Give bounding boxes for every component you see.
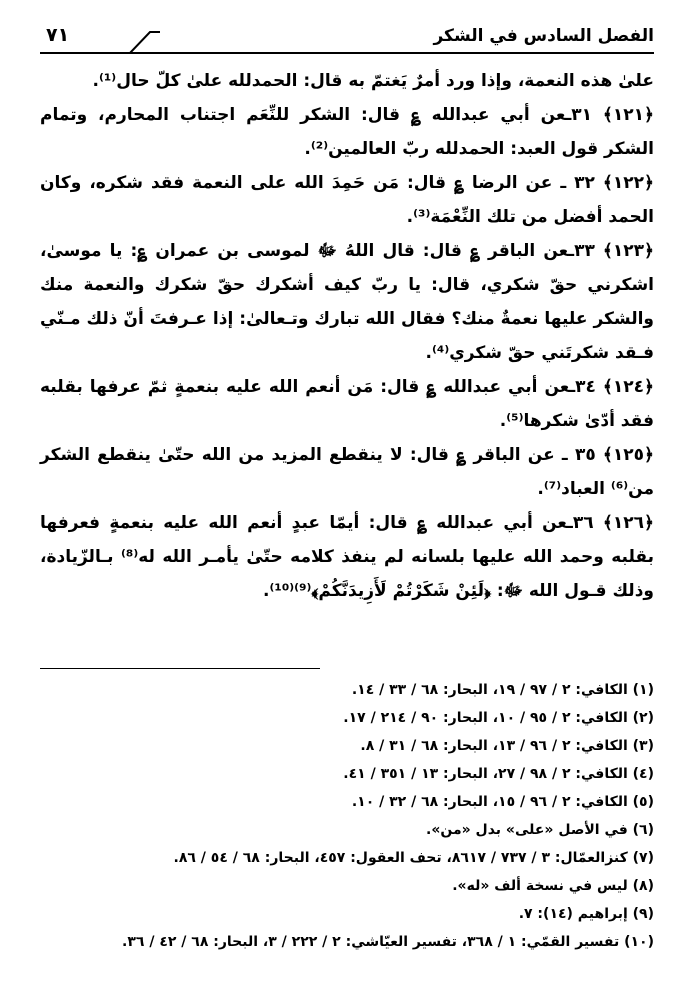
footnote: (٢) الكافي: ٢ / ٩٥ / ١٠، البحار: ٩٠ / ٢١٤ / ١٧. (343, 710, 654, 726)
footnote: (١) الكافي: ٢ / ٩٧ / ١٩، البحار: ٦٨ / ٣٣ / ١٤. (351, 682, 654, 698)
footnote: (١٠) تفسير القمّي: ١ / ٣٦٨، تفسير العيّاشي: ٢ / ٢٢٢ / ٣، البحار: ٦٨ / ٤٢ / ٣٦. (122, 934, 654, 950)
main-text (40, 64, 654, 608)
paragraph: علىٰ هذه النعمة، وإذا ورد أمرٌ يَغتمّ به قال: الحمدلله علىٰ كلّ حال⁽¹⁾. (92, 71, 654, 91)
footnote: (٦) في الأصل «على» بدل «من». (426, 822, 654, 838)
footnote-separator (40, 668, 320, 669)
footnote: (٩) إبراهيم (١٤): ٧. (518, 906, 654, 922)
page-number: ٧١ (46, 24, 70, 46)
footnote: (٨) ليس في نسخة ألف «له». (452, 878, 654, 894)
hadith-125: ﴿١٢٥﴾ ٣٥ ـ عن الباقر ؏ قال: لا ينقطع المزيد من الله حتّىٰ ينقطع الشكر من⁽⁶⁾ العباد⁽⁷⁾. (40, 445, 654, 499)
footnote: (٤) الكافي: ٢ / ٩٨ / ٢٧، البحار: ١٣ / ٣٥١ / ٤١. (343, 766, 654, 782)
hadith-123: ﴿١٢٣﴾ ٣٣ـعن الباقر ؏ قال: قال اللهُ ﷻ لموسى بن عمران ؏: يا موسىٰ، اشكرني حقّ شكري، قال: يا ربّ كيف أشكرك حقّ شكرك والنعمة منك والشكر عليها نعمةٌ منك؟ فقال الله تبارك وتـعالىٰ: إذا عـرفتَ أنّ ذلك مـنّي فـقد شكرتَني حقّ شكري⁽⁴⁾. (40, 241, 654, 363)
footnote: (٣) الكافي: ٢ / ٩٦ / ١٣، البحار: ٦٨ / ٣١ / ٨. (360, 738, 654, 754)
page-header (40, 22, 654, 52)
hadith-126: ﴿١٢٦﴾ ٣٦ـعن أبي عبدالله ؏ قال: أيمّا عبدٍ أنعم الله عليه بنعمةٍ فعرفها بقلبه وحمد الله عليها بلسانه لم ينفذ كلامه حتّىٰ يأمـر الله له⁽⁸⁾ بـالزّيادة، وذلك قـول الله ﷻ: ﴿لَئِنْ شَكَرْتُمْ لَأَزِيدَنَّكُمْ﴾⁽⁹⁾⁽¹⁰⁾. (40, 513, 654, 601)
hadith-121: ﴿١٢١﴾ ٣١ـعن أبي عبدالله ؏ قال: الشكر للنِّعَم اجتناب المحارم، وتمام الشكر قول العبد: الحمدلله ربّ العالمين⁽²⁾. (40, 105, 654, 159)
hadith-124: ﴿١٢٤﴾ ٣٤ـعن أبي عبدالله ؏ قال: مَن أنعم الله عليه بنعمةٍ ثمّ عرفها بقلبه فقد أدّىٰ شكرها⁽⁵⁾. (40, 377, 654, 431)
chapter-title: الفصل السادس في الشكر (433, 26, 654, 46)
footnote: (٥) الكافي: ٢ / ٩٦ / ١٥، البحار: ٦٨ / ٣٢ / ١٠. (351, 794, 654, 810)
hadith-122: ﴿١٢٢﴾ ٣٢ ـ عن الرضا ؏ قال: مَن حَمِدَ الله على النعمة فقد شكره، وكان الحمد أفضل من تلك النِّعْمَة⁽³⁾. (40, 173, 654, 227)
header-rule (40, 52, 654, 54)
footnote: (٧) كنزالعمّال: ٣ / ٧٣٧ / ٨٦١٧، تحف العقول: ٤٥٧، البحار: ٦٨ / ٥٤ / ٨٦. (173, 850, 654, 866)
footnotes (40, 676, 654, 956)
